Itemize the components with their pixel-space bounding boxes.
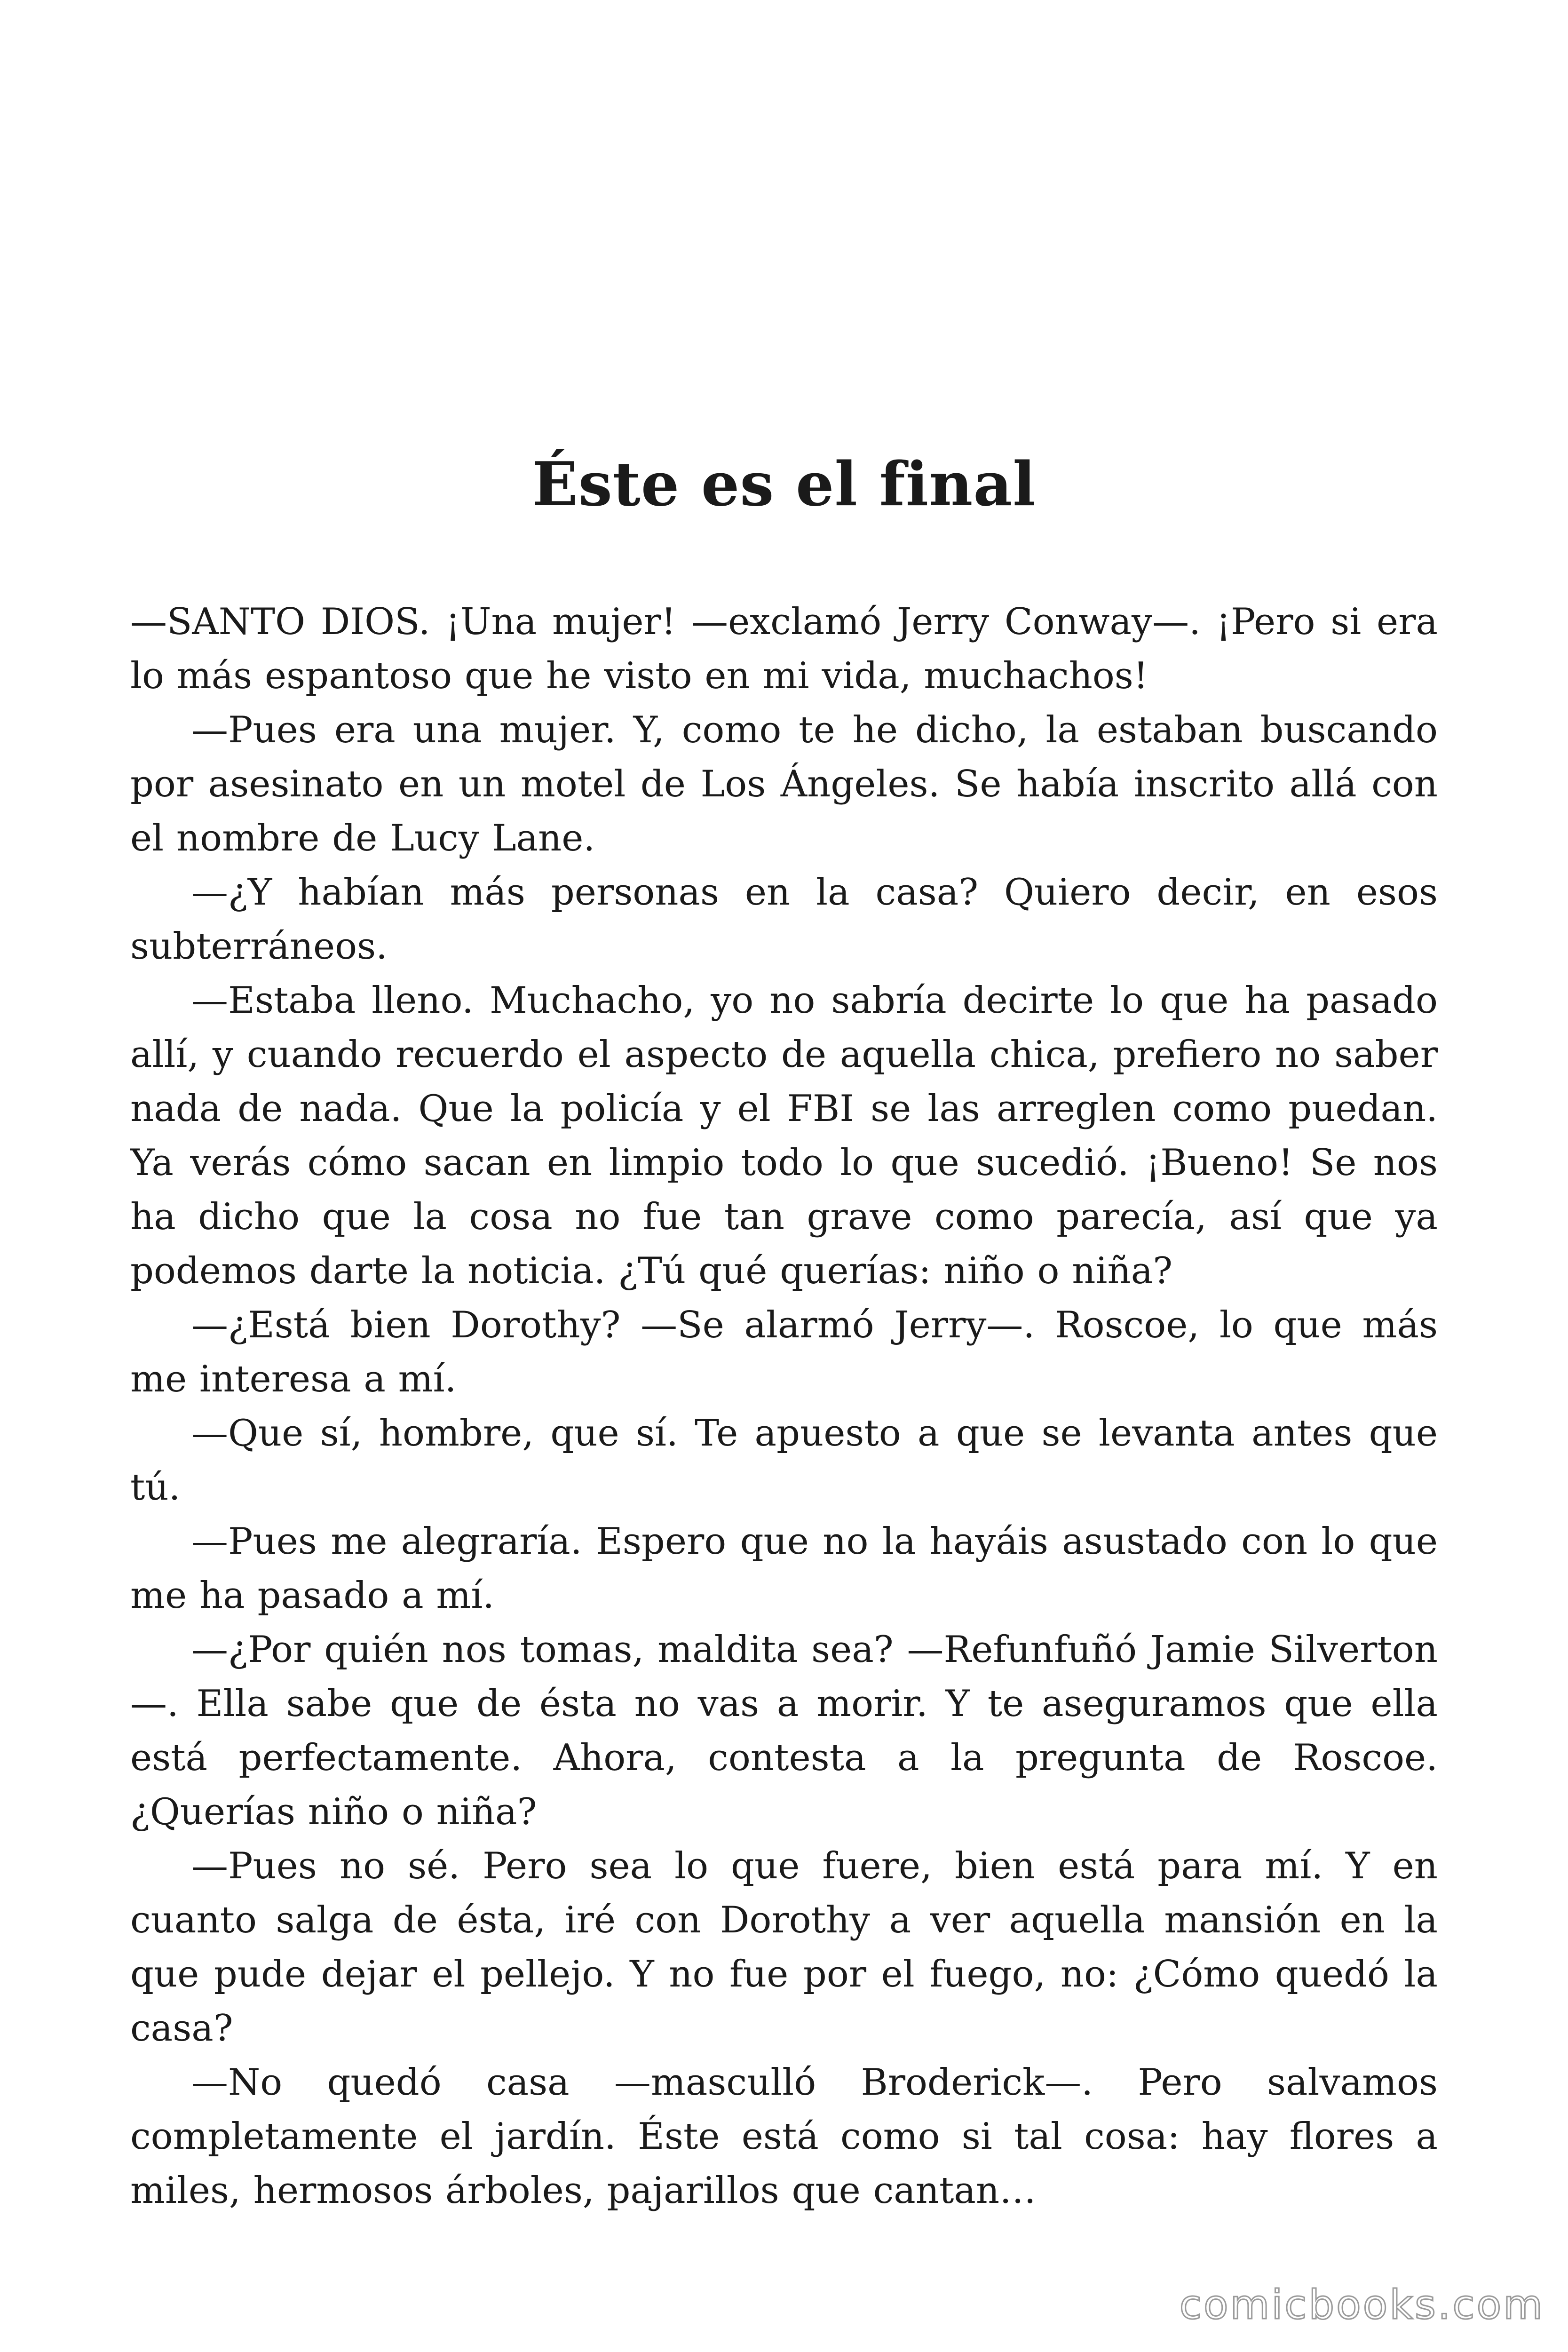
paragraph: —¿Está bien Dorothy? —Se alarmó Jerry—. Roscoe, lo que más me interesa a mí. [130,1304,1438,1400]
chapter-title: Éste es el final [532,449,1036,520]
chapter-body [130,595,1438,2218]
paragraph: —Pues no sé. Pero sea lo que fuere, bien está para mí. Y en cuanto salga de ésta, iré con Dorothy a ver aquella mansión en la que pude dejar el pellejo. Y no fue por el fuego, no: ¿Cómo quedó la casa? [130,1845,1438,2050]
paragraph: —Estaba lleno. Muchacho, yo no sabría decirte lo que ha pasado allí, y cuando recuerdo el aspecto de aquella chica, prefiero no saber nada de nada. Que la policía y el FBI se las arreglen como puedan. Ya verás cómo sacan en limpio todo lo que sucedió. ¡Bueno! Se nos ha dicho que la cosa no fue tan grave como parecía, así que ya podemos darte la noticia. ¿Tú qué querías: niño o niña? [130,979,1438,1292]
watermark: comicbooks.com [1179,2281,1544,2328]
paragraph: —¿Y habían más personas en la casa? Quiero decir, en esos subterráneos. [130,871,1438,968]
paragraph: —Pues me alegraría. Espero que no la hayáis asustado con lo que me ha pasado a mí. [130,1520,1438,1617]
paragraph: —Pues era una mujer. Y, como te he dicho, la estaban buscando por asesinato en un motel de Los Ángeles. Se había inscrito allá con el nombre de Lucy Lane. [130,709,1438,859]
paragraph: —SANTO DIOS. ¡Una mujer! —exclamó Jerry Conway—. ¡Pero si era lo más espantoso que he visto en mi vida, muchachos! [130,601,1438,697]
paragraph: —Que sí, hombre, que sí. Te apuesto a que se levanta antes que tú. [130,1412,1438,1509]
paragraph: —No quedó casa —masculló Broderick—. Pero salvamos completamente el jardín. Éste está como si tal cosa: hay flores a miles, hermosos árboles, pajarillos que cantan… [130,2061,1438,2212]
paragraph: —¿Por quién nos tomas, maldita sea? —Refunfuñó Jamie Silverton—. Ella sabe que de ésta no vas a morir. Y te aseguramos que ella está perfectamente. Ahora, contesta a la pregunta de Roscoe. ¿Querías niño o niña? [130,1629,1438,1833]
